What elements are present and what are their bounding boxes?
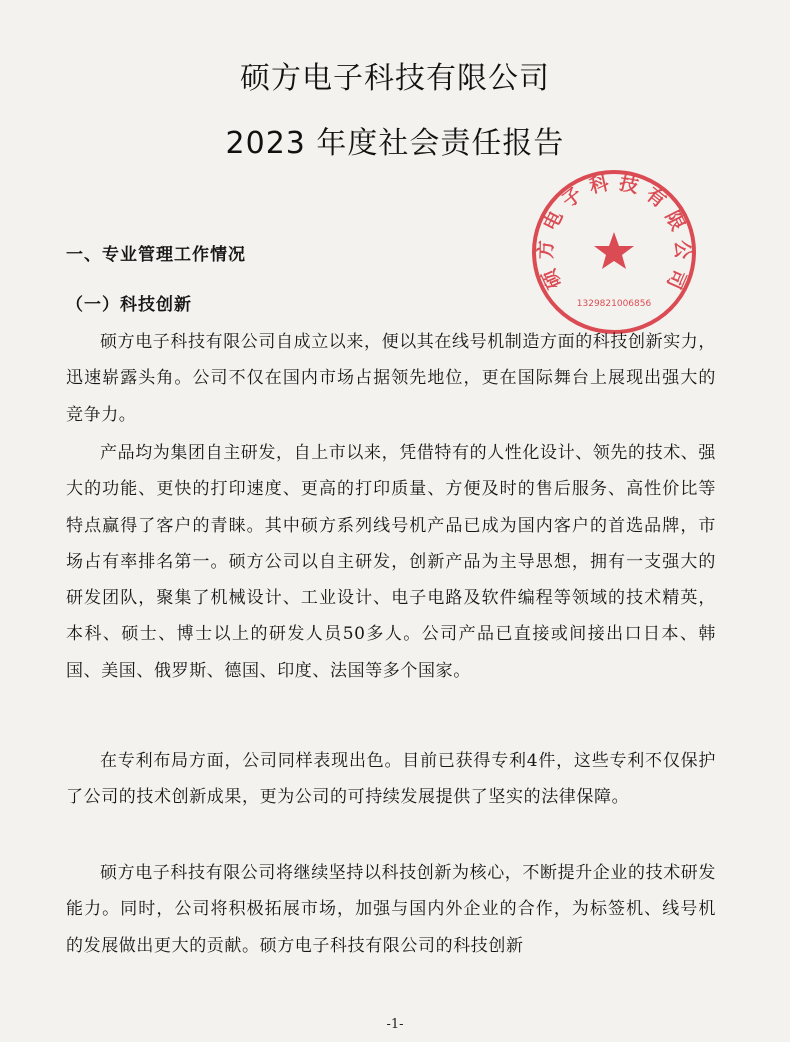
seal-star-icon [594, 232, 634, 269]
seal-code-text: 1329821006856 [576, 299, 652, 309]
paragraph: 硕方电子科技有限公司自成立以来，便以其在线号机制造方面的科技创新实力，迅速崭露头角。公司不仅在国内市场占据领先地位，更在国际舞台上展现出强大的竞争力。 [66, 332, 716, 425]
paragraph: 产品均为集团自主研发，自上市以来，凭借特有的人性化设计、领先的技术、强大的功能、更快的打印速度、更高的打印质量、方便及时的售后服务、高性价比等特点赢得了客户的青睐。其中硕方系列线号机产品已成为国内客户的首选品牌，市场占有率排名第一。硕方公司以自主研发，创新产品为主导思想，拥有一支强大的研发团队，聚集了机械设计、工业设计、电子电路及软件编程等领域的技术精英，本科、硕士、博士以上的研发人员50多人。公司产品已直接或间接出口日本、韩国、美国、俄罗斯、德国、印度、法国等多个国家。 [66, 443, 716, 681]
subsection-heading: （一）科技创新 [66, 295, 192, 315]
page-number: -1- [386, 1017, 404, 1032]
company-seal-stamp [528, 166, 700, 338]
section-heading: 一、专业管理工作情况 [66, 245, 246, 265]
seal-name-text: 硕方电子科技有限公司 [534, 172, 694, 293]
paragraph: 硕方电子科技有限公司将继续坚持以科技创新为核心，不断提升企业的技术研发能力。同时，公司将积极拓展市场，加强与国内外企业的合作，为标签机、线号机的发展做出更大的贡献。硕方电子科技有限公司的科技创新 [66, 863, 716, 956]
document-subtitle: 2023 年度社会责任报告 [225, 126, 565, 161]
paragraph: 在专利布局方面，公司同样表现出色。目前已获得专利4件，这些专利不仅保护了公司的技术创新成果，更为公司的可持续发展提供了坚实的法律保障。 [66, 751, 716, 808]
document-title: 硕方电子科技有限公司 [240, 61, 550, 96]
